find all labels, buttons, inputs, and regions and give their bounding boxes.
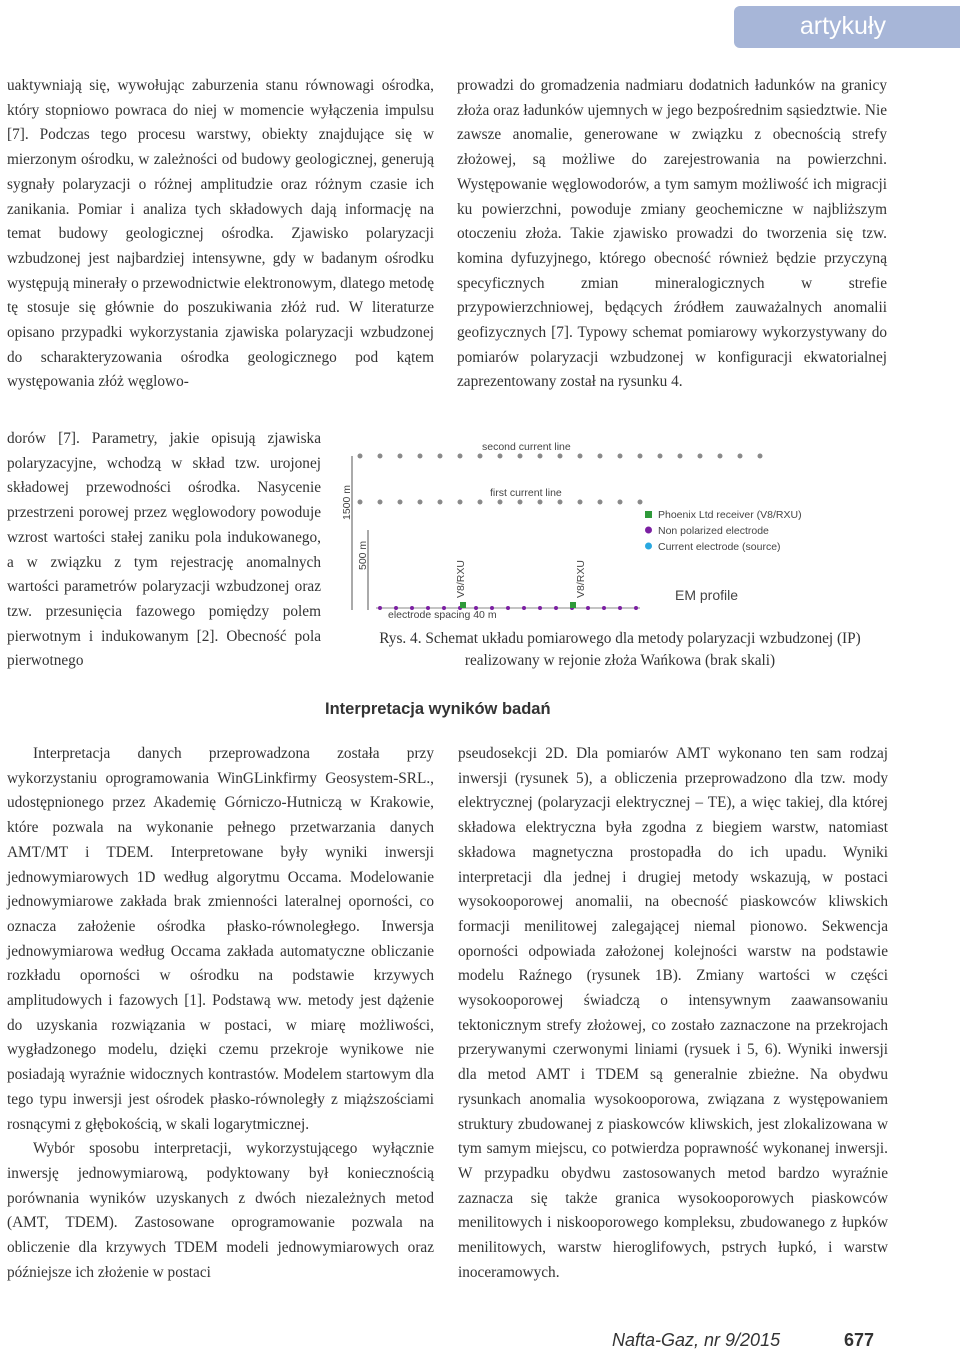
page-number: 677: [844, 1330, 875, 1350]
column-left-top: [7, 74, 434, 395]
paragraph: pseudosekcji 2D. Dla pomiarów AMT wykonano ten sam rodzaj inwersji (rysunek 5), a obliczenia przeprowadzono dla tzw. mody elektrycznej (polaryzacji elektrycznej – TE), a więc takiej, dla której składowa elektryczna była zgodna z biegiem warstw, natomiast składowa magnetyczna prostopadła do ich upadu. Wyniki interpretacji dla jednej i drugiej metody wskazują, w postaci wysokooporowej anomalii, na obecność piaskowców kliwskich formacji menilitowej zalegającej niemal pionowo. Sekwencja oporności odpowiada założonej kolejności warstw na podstawie modelu Raźnego (rysunek 1B). Zmiany wartości w części wysokooporowej świadczą o intensywnym zaawansowaniu tektonicznym strefy złożowej, co zostało zaznaczone na przekrojach przerywanymi czerwonymi liniami (rysuek i 5, 6). Wyniki inwersji dla metod AMT i TDEM są generalnie zbieżne. Na obydwu rysunkach anomalia wysokooporowa, związana z występowaniem struktury zbudowanej z piaskowców kliwskich, jest zlokalizowana w tym samym miejscu, co potwierdza poprawność wykonanej inwersji. W przypadku obydwu zastosowanych metod bardzo wyraźnie zaznacza się także granica wysokooporowych piaskowców menilitowych i niskooporowego kompleksu, zbudowanego z łupków menilitowych, warstw hieroglifowych, pstrych łupkó, i warstw inoceramowych.: [458, 745, 888, 1281]
figure-caption: [340, 628, 900, 672]
figure-measurement-schematic: [340, 430, 900, 620]
column-bottom-right: [458, 742, 888, 1285]
column-bottom-left: [7, 742, 434, 1285]
paragraph: Interpretacja danych przeprowadzona została przy wykorzystaniu oprogramowania WinGLinkfirmy Geosystem-SRL., udostępnionego przez Akademię Górniczo-Hutniczą w Krakowie, które pozwala na wykonanie pełnego przetwarzania danych AMT/MT i TDEM. Interpretowane były wyniki inwersji jednowymiarowych 1D według algorytmu Occama. Modelowanie jednowymiarowe zakłada brak zmienności lateralnej oporności, co oznacza założenie ośrodka płasko-równoległego. Inwersja jednowymiarowa według Occama zakłada automatyczne obliczanie rozkładu oporności w ośrodku na podstawie krzywych amplitudowych i fazowych [1]. Podstawą ww. metody jest dążenie do uzyskania rozwiązania w postaci, w miarę możliwości, wygładzonego modelu, dzięki czemu przekroje wynikowe nie posiadają wyraźnie widocznych kontrastów. Modelem startowym dla tego typu inwersji jest ośrodek płasko-równoległy z miąższościami rosnącymi z głębokością, w skali logarytmicznej.: [7, 745, 434, 1133]
section-tab-label: artykuły: [799, 12, 886, 40]
section-heading: Interpretacja wyników badań: [325, 700, 551, 718]
legend-receiver-label: Phoenix Ltd receiver (V8/RXU): [658, 509, 802, 521]
electrode-spacing-label: electrode spacing 40 m: [388, 609, 497, 620]
figure-legend: [645, 509, 802, 553]
em-profile-label: EM profile: [675, 587, 739, 603]
column-right-top: [457, 74, 887, 395]
legend-current-swatch: [645, 543, 652, 550]
journal-name: Nafta-Gaz, nr 9/2015: [612, 1330, 781, 1350]
caption-line-1: Rys. 4. Schemat układu pomiarowego dla metody polaryzacji wzbudzonej (IP): [379, 630, 861, 647]
caption-line-2: realizowany w rejonie złoża Wańkowa (brak skali): [464, 652, 776, 669]
legend-receiver-swatch: [645, 511, 652, 518]
second-current-line: [358, 454, 763, 459]
paragraph: Wybór sposobu interpretacji, wykorzystującego wyłącznie inwersję jednowymiarową, podyktowany był koniecznością porównania wyników uzyskanych z dwóch niezależnych metod (AMT, TDEM). Zastosowane oprogramowanie pozwala na obliczenie dla krzywych TDEM modeli jednowymiarowych oraz późniejsze ich złożenie w postaci: [7, 1140, 434, 1281]
paragraph: uaktywniają się, wywołując zaburzenia stanu równowagi ośrodka, który stopniowo powraca do niej w momencie wyłączenia impulsu [7]. Podczas tego procesu warstwy, obiekty znajdujące się w mierzonym ośrodku, w zależności od budowy geologicznej, generują sygnały polaryzacji o różnej amplitudzie oraz różnym czasie ich zanikania. Pomiar i analiza tych składowych dają informację na temat budowy geologicznej ośrodka. Zjawisko polaryzacji wzbudzonej jest najbardziej intensywne, gdy w badanym ośrodku występują minerały o przewodnictwie elektronowym, dlatego metodę tę stosuje się głównie do poszukiwania złóż rud. W literaturze opisano przypadki wykorzystania zjawiska polaryzacji wzbudzonej do scharakteryzowania ośrodka geologicznego pod kątem występowania złóż węglowo-: [7, 77, 434, 391]
dimension-500-label: 500 m: [357, 540, 369, 570]
first-current-line: [358, 500, 643, 505]
second-current-line-label: second current line: [482, 441, 571, 453]
receiver-1-label: V8/RXU: [455, 560, 467, 598]
dimension-1500-label: 1500 m: [341, 484, 353, 520]
legend-electrode-swatch: [645, 527, 652, 534]
legend-electrode-label: Non polarized electrode: [658, 525, 769, 537]
paragraph: dorów [7]. Parametry, jakie opisują zjawiska polaryzacyjne, wchodzą w skład tzw. urojonej składowej przewodności ośrodka. Nasycenie przestrzeni porowej przez węglowodory powoduje wzrost wartości stałej zaniku pola indukowanego, a w związku z tym rejestrację anomalnych wartości parametrów polaryzacji wzbudzonej oraz tzw. przesunięcia fazowego pomiędzy polem pierwotnym i indukowanym [2]. Obecność pola pierwotnego: [7, 430, 321, 670]
legend-current-label: Current electrode (source): [658, 541, 781, 553]
paragraph: prowadzi do gromadzenia nadmiaru dodatnich ładunków na granicy złoża oraz ładunków ujemnych w jego bezpośrednim sąsiedztwie. Nie zawsze anomalie, generowane w związku z obecnością strefy złożowej, są możliwe do zarejestrowania na powierzchni. Występowanie węglowodorów, a tym samym możliwość ich migracji ku powierzchni, powoduje zmiany geochemiczne w najbliższym otoczeniu złoża. Takie zjawisko prowadzi do tworzenia się tzw. komina dyfuzyjnego, którego obecność również będzie przyczyną specyficznych zmian mineralogicznych w strefie przypowierzchniowej, będących źródłem zauważalnych anomalii geofizycznych [7]. Typowy schemat pomiarowy wykorzystywany do pomiarów polaryzacji wzbudzonej w konfiguracji ekwatorialnej zaprezentowany został na rysunku 4.: [457, 77, 887, 391]
receiver-2-label: V8/RXU: [575, 560, 587, 598]
column-left-narrow: [7, 427, 321, 674]
section-tab: [734, 6, 960, 48]
first-current-line-label: first current line: [490, 487, 562, 499]
